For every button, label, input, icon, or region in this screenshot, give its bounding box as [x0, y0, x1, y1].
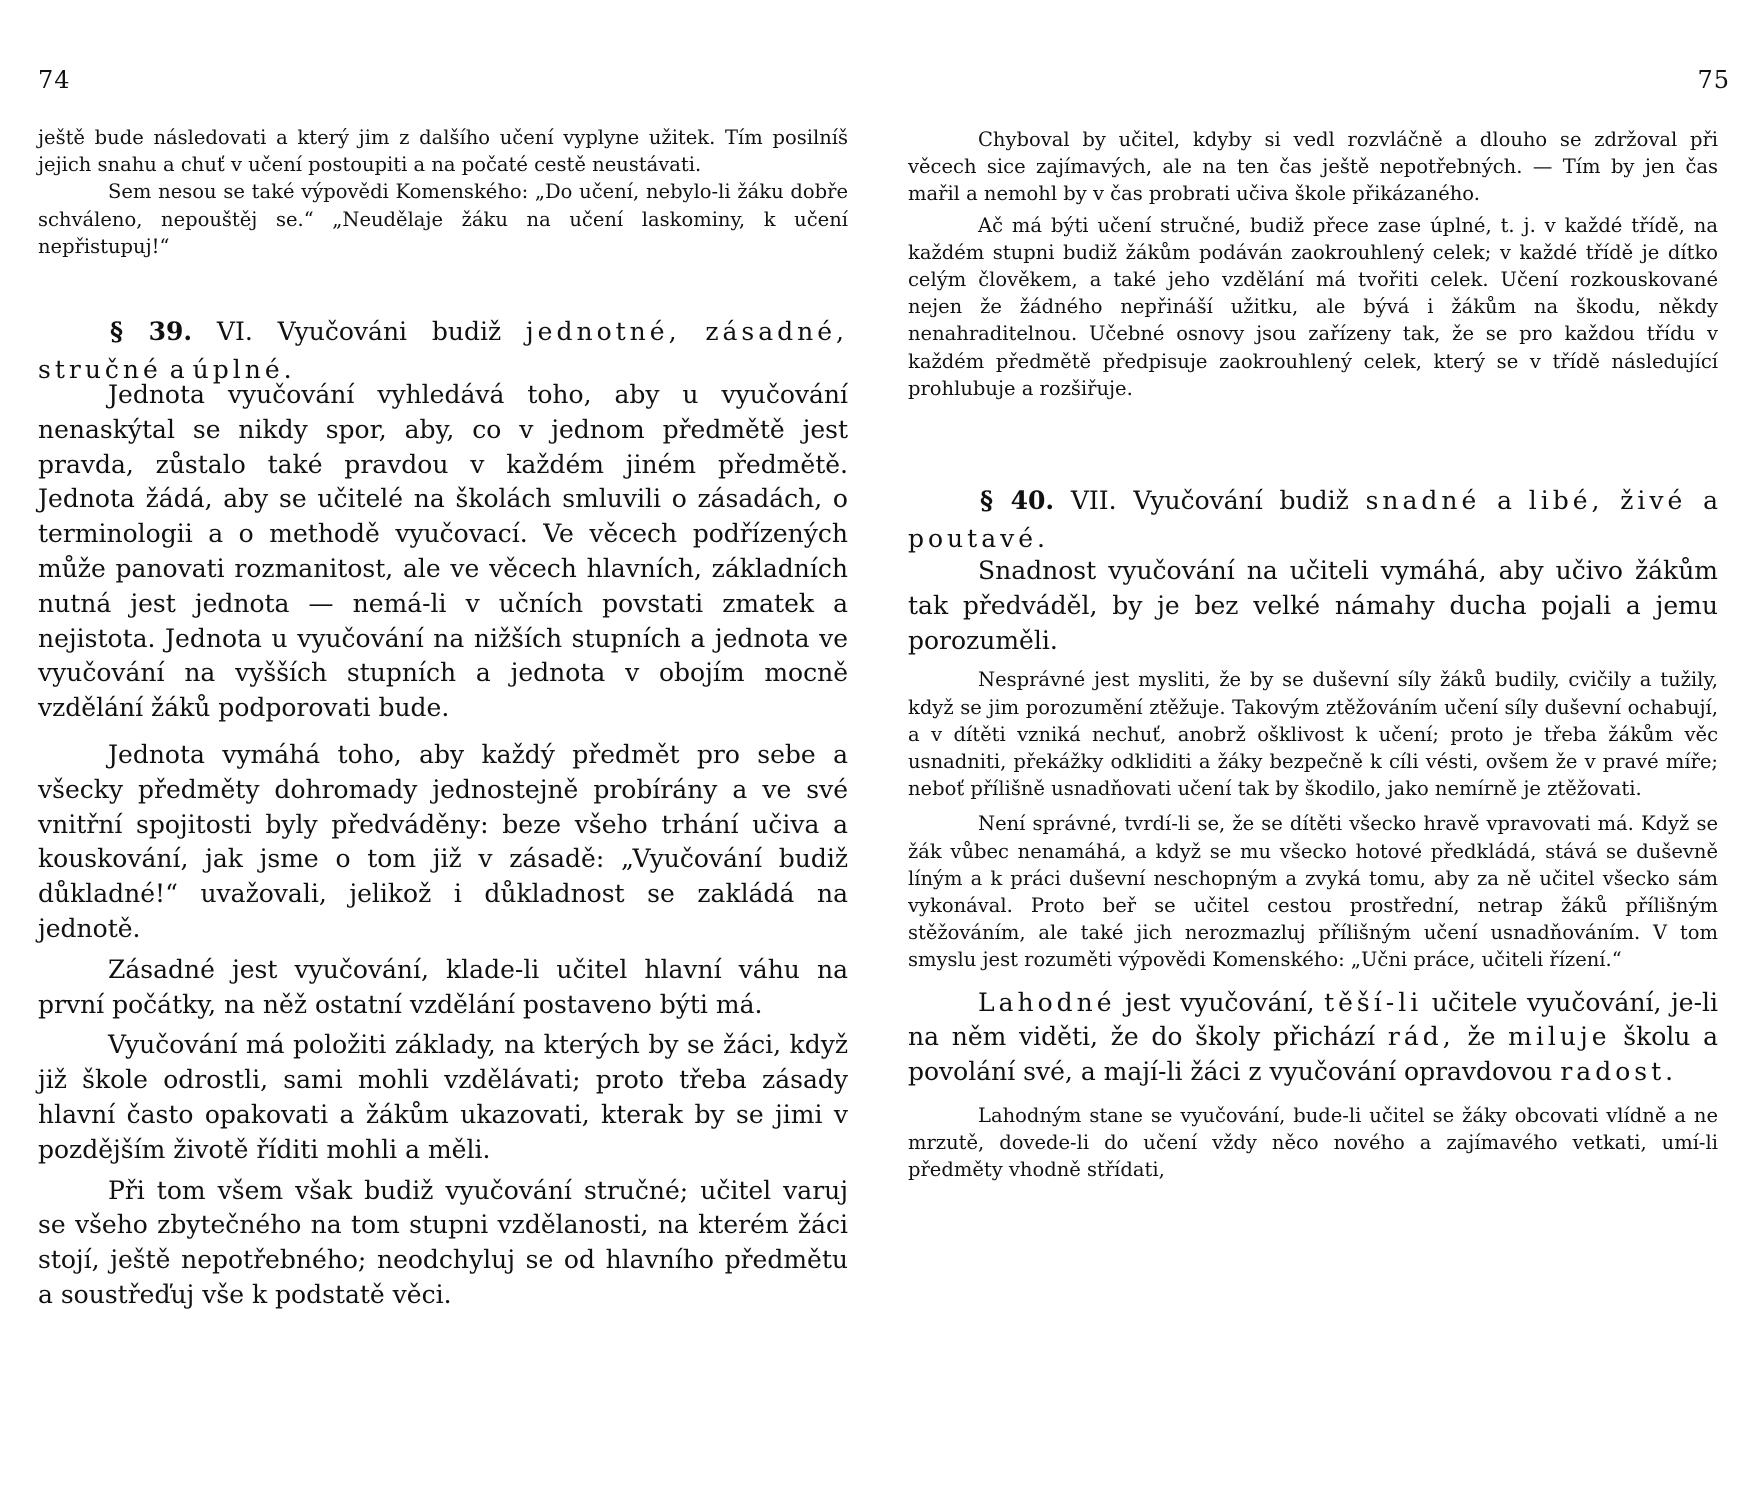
section-roman: VII. [1070, 486, 1117, 515]
body-paragraph: Není správné, tvrdí-li se, že se dítěti všecko hravě vpravovati má. Když se žák vůbec nenamáhá, a když se mu všecko hotové předkládá, stává se duševně líným a k práci duševní neschopným a zvyká tomu, aby za ně učitel všecko sám vykonával. Proto beř se učitel cestou prostřední, netrap žáků přílišným stěžováním, ale také jich nerozmazluj přílišným učení usnadňováním. V tom smyslu jest rozuměti výpovědi Komenského: „Učni práce, učiteli řízení.“ [908, 812, 1718, 972]
intro-paragraph: ještě bude následovati a který jim z dalšího učení vyplyne užitek. Tím posilníš jejich snahu a chuť v učení postoupiti a na počaté cestě neustávati. [38, 126, 848, 177]
page-number: 75 [1697, 66, 1730, 94]
spaced-word: rád, [1387, 1022, 1455, 1052]
intro-paragraph: Sem nesou se také výpovědi Komenského: „Do učení, nebylo-li žáku dobře schváleno, nepouštěj se.“ „Neudělaje žáku na učení laskominy, k učení nepřistupuj!“ [38, 180, 848, 258]
body-block [908, 554, 1718, 1184]
spaced-word: těší-li [1324, 987, 1423, 1017]
body-paragraph: Ač má býti učení stručné, budiž přece zase úplné, t. j. v každé třídě, na každém stupni budiž žákům podáván zaokrouhlený celek; v každé třídě je dítko celým člověkem, a také jeho vzdělání má tvořiti celek. Učení rozkouskované nejen že žádného nepřináší užitku, ale bývá i žákům na škodu, někdy nenahraditelnou. Učebné osnovy jsou zařízeny tak, že se pro každou třídu v každém předmětě předpisuje zaokrouhlený celek, který se v třídě následující prohlubuje a rozšiřuje. [908, 213, 1718, 400]
body-paragraph: Chyboval by učitel, kdyby si vedl rozvláčně a dlouho se zdržoval při věcech sice zajímavých, ale na ten čas ještě nepotřebných. — Tím by jen čas mařil a nemohl by v čas probrati učiva škole přikázaného. [908, 128, 1718, 206]
intro-block [908, 126, 1718, 402]
heading-spaced-word: úplné. [192, 355, 296, 384]
body-paragraph: Jednota vymáhá toho, aby každý předmět pro sebe a všecky předměty dohromady jednostejně probírány a ve své vnitřní spojitosti byly předváděny: beze všeho trhání učiva a kouskování, jak jsme o tom již v zásadě: „Vyučování budiž důkladné!“ uvažovali, jelikož i důkladnost se zakládá na jednotě. [38, 739, 848, 943]
paragraph-text: že [1467, 1022, 1496, 1052]
paragraph-text: jest vyučování, [1125, 987, 1315, 1017]
heading-spaced-word: snadné [1365, 486, 1481, 515]
spaced-word: miluje [1508, 1022, 1611, 1052]
body-paragraph: Zásadné jest vyučování, klade-li učitel hlavní váhu na první počátky, na něž ostatní vzdělání postaveno býti má. [38, 954, 848, 1019]
right-page [908, 0, 1730, 1500]
body-paragraph: Snadnost vyučování na učiteli vymáhá, aby učivo žákům tak předváděl, by je bez velké námahy ducha pojali a jemu porozuměli. [908, 556, 1718, 655]
heading-text: a [169, 355, 185, 384]
body-block [38, 378, 848, 1313]
section-heading [908, 482, 1718, 558]
body-paragraph: Lahodným stane se vyučování, bude-li učitel se žáky obcovati vlídně a ne mrzutě, dovede-li do učení vždy něco nového a zajímavého vetkati, umí-li předměty vhodně střídati, [908, 1104, 1718, 1182]
body-paragraph: Při tom všem však budiž vyučování stručné; učitel varuj se všeho zbytečného na tom stupni vzdělanosti, na kterém žáci stojí, ještě nepotřebného; neodchyluj se od hlavního předmětu a soustřeďuj vše k podstatě věci. [38, 1175, 848, 1309]
heading-spaced-word: zásadné, [705, 317, 848, 346]
spaced-word: Lahodné [978, 987, 1116, 1017]
heading-text: a [1703, 486, 1718, 515]
section-number: § 40. [980, 486, 1055, 515]
heading-text: a [1497, 486, 1512, 515]
intro-block [38, 124, 848, 260]
spaced-word: radost. [1560, 1057, 1678, 1087]
section-heading-40 [908, 482, 1718, 558]
paragraph-text: učitele vyučování, je-li na něm viděti, že do školy přichází [908, 987, 1719, 1052]
section-roman: VI. [216, 317, 253, 346]
heading-spaced-word: poutavé. [908, 524, 1049, 553]
paragraph-text: školu a povolání své, a mají-li žáci z vyučování opravdovou [908, 1022, 1719, 1087]
body-paragraph: Jednota vyučování vyhledává toho, aby u vyučování nenaskýtal se nikdy spor, aby, co v jednom předmětě jest pravda, zůstalo také pravdou v každém jiném předmětě. Jednota žádá, aby se učitelé na školách smluvili o zásadách, o terminologii a o methodě vyučovací. Ve věcech podřízených může panovati rozmanitost, ale ve věcech hlavních, základních nutná jest jednota — nemá-li v učních povstati zmatek a nejistota. Jednota u vyučování na nižších stupních a jednota ve vyučování na vyšších stupních a jednota v obojím mocně vzdělání žáků podporovati bude. [38, 380, 848, 723]
page-number: 74 [38, 66, 71, 94]
body-paragraph: Vyučování má položiti základy, na kterých by se žáci, když již škole odrostli, sami mohli vzdělávati; proto třeba zásady hlavní často opakovati a žákům ukazovati, kterak by se jimi v pozdějším životě říditi mohli a měli. [38, 1030, 848, 1164]
section-number: § 39. [110, 317, 193, 346]
heading-spaced-word: živé [1620, 486, 1687, 515]
heading-spaced-word: stručné [38, 355, 162, 384]
heading-spaced-word: libé, [1528, 486, 1604, 515]
body-paragraph: Nesprávné jest mysliti, že by se duševní síly žáků budily, cvičily a tužily, když se jim porozumění ztěžuje. Takovým ztěžováním učení síly duševní ochabují, a v dítěti vzniká nechuť, anobrž ošklivost k učení; proto je třeba žákům věc usnadniti, překážky odkliditi a žáky bezpečně k cíli vésti, ovšem že v pravé míře; neboť přílišně usnadňovati učení tak by škodilo, jako nemírně je ztěžovati. [908, 668, 1718, 801]
heading-spaced-word: jednotné, [525, 317, 681, 346]
heading-text: Vyučováni budiž [277, 317, 502, 346]
left-page [38, 0, 848, 1500]
heading-text: Vyučování budiž [1133, 486, 1349, 515]
body-paragraph [908, 986, 1718, 1090]
